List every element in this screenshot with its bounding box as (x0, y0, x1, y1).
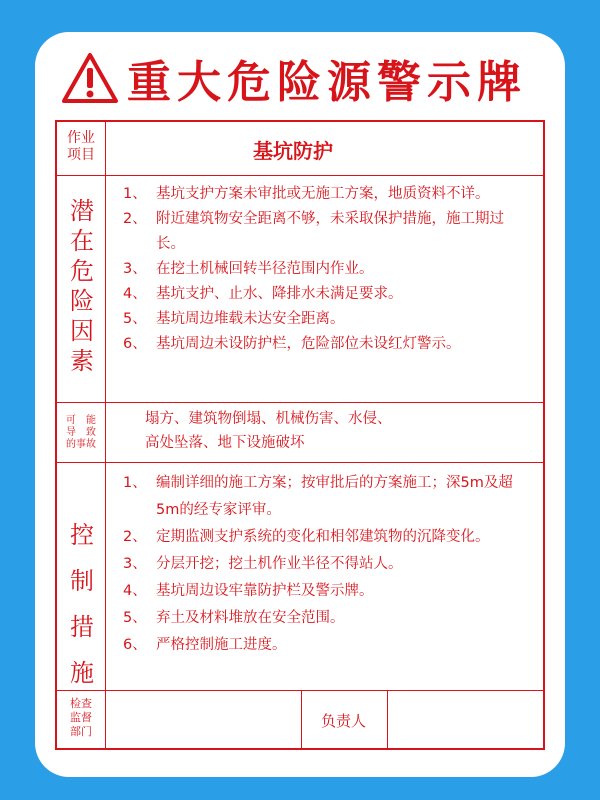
list-item: 6、 严格控制施工进度。 (123, 637, 287, 653)
list-item: 1、 编制详细的施工方案；按审批后的方案施工；深5m及超5m的经专家评审。 (123, 475, 513, 518)
page-title: 重大危险源警示牌 (127, 57, 527, 108)
list-item: 4、 基坑周边设牢靠防护栏及警示牌。 (123, 583, 374, 599)
list-item: 2、 附近建筑物安全距离不够，未采取保护措施，施工期过长。 (123, 211, 504, 252)
list-item: 2、 定期监测支护系统的变化和相邻建筑物的沉降变化。 (123, 529, 490, 545)
list-item: 5、 弃土及材料堆放在安全范围。 (123, 610, 345, 626)
accident-list: 塌方、建筑物倒塌、机械伤害、水侵、 高处坠落、地下设施破坏 (145, 411, 392, 451)
list-item: 4、 基坑支护、止水、降排水未满足要求。 (123, 286, 403, 302)
title-row (35, 32, 565, 117)
control-label: 控 制 措 施 (70, 521, 94, 687)
hazard-label: 潜 在 危 险 因 素 (70, 197, 94, 375)
accident-label: 可 能 导 致 的事故 (66, 415, 96, 450)
list-item: 3、 分层开挖；挖土机作业半径不得站人。 (123, 556, 403, 572)
control-list (123, 470, 528, 659)
list-item: 1、 基坑支护方案未审批或无施工方案，地质资料不详。 (123, 186, 490, 202)
list-item: 5、 基坑周边堆载未达安全距离。 (123, 311, 345, 327)
project-label: 作业 项目 (67, 130, 95, 163)
hazard-table (55, 120, 545, 750)
warning-triangle-icon (61, 52, 119, 104)
inspect-label: 检查 监督 部门 (70, 697, 92, 738)
responsible-label: 负责人 (321, 712, 367, 730)
project-value: 基坑防护 (253, 139, 333, 163)
warning-board (35, 32, 565, 777)
hazard-list (123, 182, 528, 357)
list-item: 6、 基坑周边未设防护栏，危险部位未设红灯警示。 (123, 336, 461, 352)
list-item: 3、 在挖土机械回转半径范围内作业。 (123, 261, 374, 277)
